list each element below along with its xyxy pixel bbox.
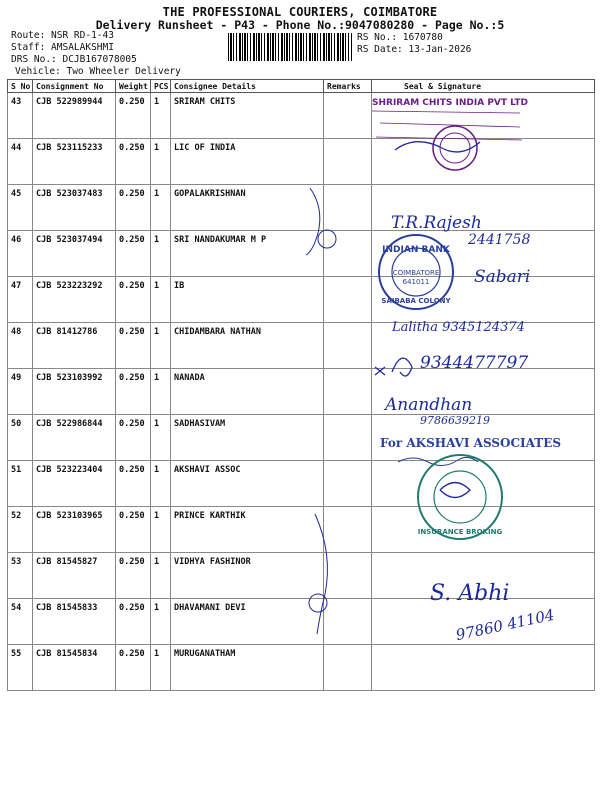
cell-weight: 0.250 [116,231,151,277]
cell-remarks [324,139,372,185]
phone-50: 9786639219 [420,414,490,427]
cell-pcs: 1 [151,139,171,185]
cell-seal [372,415,595,461]
cell-remarks [324,507,372,553]
cell-consignment: CJB 523037494 [33,231,116,277]
cell-remarks [324,93,372,139]
signature-48: Lalitha 9345124374 [392,320,525,335]
signature-46: T.R.Rajesh [391,213,482,233]
cell-sno: 43 [8,93,33,139]
table-row [8,139,595,185]
cell-seal [372,553,595,599]
cell-remarks [324,185,372,231]
cell-consignment: CJB 81545833 [33,599,116,645]
table-header-row [8,80,595,93]
rs-number: RS No.: 1670780 [357,32,443,43]
runsheet-table [7,79,595,691]
cell-sno: 54 [8,599,33,645]
col-weight: Weight [116,80,151,93]
svg-text:INDIAN BANK: INDIAN BANK [382,245,450,255]
company-title: THE PROFESSIONAL COURIERS, COIMBATORE [162,5,438,19]
cell-seal [372,645,595,691]
cell-weight: 0.250 [116,185,151,231]
cell-seal [372,461,595,507]
route-label: Route: NSR RD-1-43 [11,30,114,41]
cell-consignee: MURUGANATHAM [171,645,324,691]
cell-pcs: 1 [151,461,171,507]
table-row [8,369,595,415]
cell-remarks [324,645,372,691]
cell-pcs: 1 [151,231,171,277]
cell-sno: 45 [8,185,33,231]
cell-pcs: 1 [151,369,171,415]
phone-49: 9344477797 [420,353,529,373]
cell-weight: 0.250 [116,507,151,553]
cell-consignment: CJB 522989944 [33,93,116,139]
cell-sno: 47 [8,277,33,323]
cell-pcs: 1 [151,93,171,139]
signature-50: Anandhan [385,395,473,415]
cell-weight: 0.250 [116,599,151,645]
cell-consignee: VIDHYA FASHINOR [171,553,324,599]
cell-pcs: 1 [151,277,171,323]
cell-pcs: 1 [151,507,171,553]
cell-consignee: AKSHAVI ASSOC [171,461,324,507]
cell-weight: 0.250 [116,415,151,461]
table-row [8,93,595,139]
phone-46: 2441758 [468,232,531,248]
rs-date: RS Date: 13-Jan-2026 [357,44,472,55]
drs-label: DRS No.: DCJB167078005 [11,54,137,65]
cell-seal [372,93,595,139]
cell-sno: 51 [8,461,33,507]
cell-remarks [324,231,372,277]
cell-consignee: DHAVAMANI DEVI [171,599,324,645]
cell-seal [372,277,595,323]
cell-sno: 44 [8,139,33,185]
cell-sno: 52 [8,507,33,553]
cell-seal [372,231,595,277]
col-consignment: Consignment No [33,80,116,93]
cell-sno: 55 [8,645,33,691]
cell-remarks [324,323,372,369]
signature-54: S. Abhi [430,581,510,606]
cell-consignee: GOPALAKRISHNAN [171,185,324,231]
table-row [8,415,595,461]
cell-consignee: PRINCE KARTHIK [171,507,324,553]
cell-sno: 49 [8,369,33,415]
cell-consignee: NANADA [171,369,324,415]
staff-label: Staff: AMSALAKSHMI [11,42,114,53]
vehicle-label: Vehicle: Two Wheeler Delivery [15,66,181,77]
cell-sno: 48 [8,323,33,369]
cell-weight: 0.250 [116,461,151,507]
barcode [228,33,352,61]
table-row [8,553,595,599]
cell-seal [372,323,595,369]
cell-consignment: CJB 523223404 [33,461,116,507]
cell-consignment: CJB 522986844 [33,415,116,461]
cell-pcs: 1 [151,323,171,369]
cell-consignee: SRI NANDAKUMAR M P [171,231,324,277]
cell-consignment: CJB 81412786 [33,323,116,369]
cell-pcs: 1 [151,185,171,231]
table-row [8,185,595,231]
cell-weight: 0.250 [116,323,151,369]
svg-text:641011: 641011 [402,278,430,286]
cell-pcs: 1 [151,599,171,645]
cell-consignment: CJB 523223292 [33,277,116,323]
cell-remarks [324,415,372,461]
table-row [8,277,595,323]
col-remarks: Remarks [324,80,372,93]
cell-consignee: SADHASIVAM [171,415,324,461]
cell-sno: 46 [8,231,33,277]
cell-remarks [324,599,372,645]
cell-remarks [324,553,372,599]
cell-consignee: CHIDAMBARA NATHAN [171,323,324,369]
cell-seal [372,369,595,415]
cell-consignment: CJB 523103965 [33,507,116,553]
col-pcs: PCS [151,80,171,93]
cell-remarks [324,461,372,507]
cell-seal [372,185,595,231]
cell-consignment: CJB 81545827 [33,553,116,599]
cell-consignment: CJB 81545834 [33,645,116,691]
cell-consignment: CJB 523037483 [33,185,116,231]
table-row [8,507,595,553]
svg-text:SAIBABA COLONY: SAIBABA COLONY [381,297,451,305]
cell-consignment: CJB 523115233 [33,139,116,185]
cell-remarks [324,277,372,323]
cell-sno: 53 [8,553,33,599]
table-row [8,461,595,507]
cell-seal [372,139,595,185]
cell-consignment: CJB 523103992 [33,369,116,415]
signature-47: Sabari [474,267,531,287]
cell-consignee: LIC OF INDIA [171,139,324,185]
col-consignee: Consignee Details [171,80,324,93]
table-row [8,599,595,645]
cell-seal [372,599,595,645]
runsheet-subtitle: Delivery Runsheet - P43 - Phone No.:9047080280 - Page No.:5 [95,18,505,32]
cell-consignee: SRIRAM CHITS [171,93,324,139]
cell-remarks [324,369,372,415]
svg-text:INSURANCE BROKING: INSURANCE BROKING [417,528,503,536]
cell-seal [372,507,595,553]
svg-text:SHRIRAM CHITS INDIA PVT LTD: SHRIRAM CHITS INDIA PVT LTD [372,98,529,108]
cell-weight: 0.250 [116,139,151,185]
col-sno: S No [8,80,33,93]
col-seal: Seal & Signature [372,80,595,93]
cell-consignee: IB [171,277,324,323]
table-row [8,323,595,369]
cell-weight: 0.250 [116,277,151,323]
table-row [8,645,595,691]
phone-54: 97860 41104 [454,605,556,645]
cell-sno: 50 [8,415,33,461]
cell-pcs: 1 [151,645,171,691]
cell-weight: 0.250 [116,645,151,691]
cell-weight: 0.250 [116,93,151,139]
cell-weight: 0.250 [116,553,151,599]
cell-pcs: 1 [151,415,171,461]
svg-text:COIMBATORE: COIMBATORE [392,269,440,277]
table-row [8,231,595,277]
akshavi-stamp: For AKSHAVI ASSOCIATES [380,436,562,450]
cell-pcs: 1 [151,553,171,599]
cell-weight: 0.250 [116,369,151,415]
